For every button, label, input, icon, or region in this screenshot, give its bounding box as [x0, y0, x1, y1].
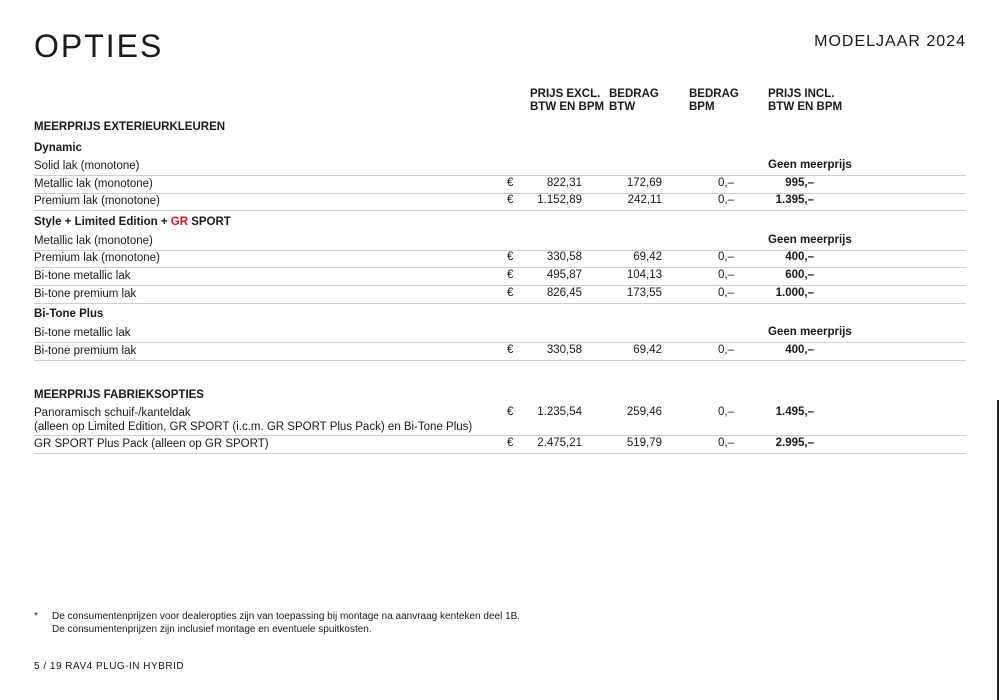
group-title-dynamic: Dynamic [34, 142, 82, 154]
row-btw: 259,46 [626, 406, 662, 418]
row-note: Geen meerprijs [768, 326, 852, 338]
col-header-price-incl-line2: BTW EN BPM [768, 101, 843, 113]
row-currency: € [507, 251, 514, 263]
row-price-excl: 330,58 [546, 251, 582, 263]
group-title-style-pre: Style + Limited Edition + [34, 216, 171, 228]
row-bpm: 0,– [718, 287, 734, 299]
table-row [34, 251, 966, 268]
section-title-exterior-colors: MEERPRIJS EXTERIEURKLEUREN [34, 121, 226, 133]
table-row [34, 269, 966, 286]
table-row [34, 159, 966, 176]
row-price-incl: 1.395,– [775, 194, 814, 206]
row-label: Metallic lak (monotone) [34, 178, 153, 190]
col-header-price-excl [530, 88, 604, 114]
row-currency: € [507, 437, 514, 449]
row-btw: 104,13 [626, 269, 662, 281]
row-note: Geen meerprijs [768, 159, 852, 171]
row-btw: 69,42 [633, 251, 662, 263]
row-btw: 242,11 [627, 194, 662, 206]
row-price-excl: 1.152,89 [537, 194, 582, 206]
row-btw: 173,55 [626, 287, 662, 299]
group-title-bitone: Bi-Tone Plus [34, 308, 104, 320]
row-bpm: 0,– [718, 177, 734, 189]
row-price-excl: 822,31 [546, 177, 582, 189]
row-price-excl: 330,58 [546, 344, 582, 356]
section-title-factory-options: MEERPRIJS FABRIEKSOPTIES [34, 389, 204, 401]
col-header-price-excl-line1: PRIJS EXCL. [530, 88, 601, 100]
col-header-bpm [689, 88, 739, 114]
row-price-excl: 1.235,54 [537, 406, 582, 418]
row-currency: € [507, 344, 514, 356]
table-row [34, 194, 966, 211]
col-header-bpm-line1: BEDRAG [689, 88, 739, 100]
row-price-excl: 2.475,21 [537, 437, 582, 449]
group-title-style [34, 216, 231, 228]
footnote-marker: * [34, 611, 38, 622]
row-currency: € [507, 269, 514, 281]
col-header-price-incl-line1: PRIJS INCL. [768, 88, 835, 100]
row-label: Bi-tone metallic lak [34, 327, 131, 339]
row-label: Bi-tone premium lak [34, 288, 137, 300]
table-row [34, 437, 966, 454]
row-price-incl: 1.000,– [775, 287, 814, 299]
row-bpm: 0,– [718, 269, 734, 281]
row-label: Bi-tone premium lak [34, 345, 137, 357]
row-price-incl: 1.495,– [775, 406, 814, 418]
table-row [34, 177, 966, 194]
row-currency: € [507, 177, 514, 189]
row-bpm: 0,– [718, 251, 734, 263]
row-bpm: 0,– [718, 344, 734, 356]
group-title-style-post: SPORT [188, 216, 231, 228]
row-currency: € [507, 287, 514, 299]
table-row [34, 287, 966, 304]
row-bpm: 0,– [718, 406, 734, 418]
model-year: MODELJAAR 2024 [814, 33, 966, 50]
table-row [34, 234, 966, 251]
row-label: Premium lak (monotone) [34, 252, 160, 264]
row-price-incl: 400,– [785, 251, 814, 263]
col-header-price-excl-line2: BTW EN BPM [530, 101, 605, 113]
col-header-btw-line1: BEDRAG [609, 88, 659, 100]
col-header-bpm-line2: BPM [689, 101, 715, 113]
row-price-incl: 400,– [785, 344, 814, 356]
row-price-incl: 2.995,– [775, 437, 814, 449]
page-title: OPTIES [34, 28, 164, 64]
row-label [34, 406, 472, 434]
table-row [34, 406, 966, 436]
row-label: Solid lak (monotone) [34, 160, 140, 172]
row-label: Metallic lak (monotone) [34, 235, 153, 247]
row-currency: € [507, 406, 514, 418]
page-footer: 5 / 19 RAV4 PLUG-IN HYBRID [34, 661, 185, 672]
row-btw: 172,69 [626, 177, 662, 189]
row-price-excl: 495,87 [546, 269, 582, 281]
table-row [34, 344, 966, 361]
row-label-line2: (alleen op Limited Edition, GR SPORT (i.c.m. GR SPORT Plus Pack) en Bi-Tone Plus) [34, 421, 473, 433]
row-note: Geen meerprijs [768, 234, 852, 246]
col-header-btw [609, 88, 659, 114]
row-price-incl: 600,– [785, 269, 814, 281]
row-bpm: 0,– [718, 194, 734, 206]
col-header-btw-line2: BTW [609, 101, 636, 113]
col-header-price-incl [768, 88, 842, 114]
row-price-excl: 826,45 [546, 287, 582, 299]
row-btw: 519,79 [626, 437, 662, 449]
gr-label: GR [170, 216, 188, 228]
row-label: Bi-tone metallic lak [34, 270, 131, 282]
row-bpm: 0,– [718, 437, 734, 449]
row-btw: 69,42 [633, 344, 662, 356]
row-price-incl: 995,– [785, 177, 814, 189]
page-edge-divider [997, 400, 999, 700]
row-label: Premium lak (monotone) [34, 195, 160, 207]
row-currency: € [507, 194, 514, 206]
row-label-line1: Panoramisch schuif-/kanteldak [34, 407, 191, 419]
table-row [34, 326, 966, 343]
footnote-text: De consumentenprijzen voor dealeropties zijn van toepassing bij montage na aanvraag kenteken deel 1B. De consumentenprijzen zijn inclusief montage en eventuele spuitkosten. [52, 611, 521, 635]
row-label: GR SPORT Plus Pack (alleen op GR SPORT) [34, 438, 269, 450]
